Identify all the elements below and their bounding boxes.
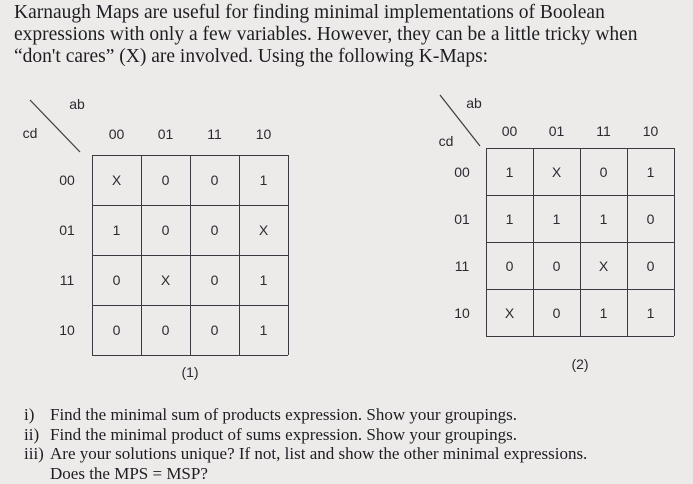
- column-label: 10: [255, 126, 272, 142]
- intro-paragraph: Karnaugh Maps are useful for finding minimal implementations of Boolean expressions with only a few variables. However, they can be a little tricky when “don't cares” (X) are involved. Using the following K-Maps:: [14, 2, 638, 67]
- kmap-caption: (2): [571, 356, 589, 372]
- kmap-gridline-vertical: [674, 148, 675, 336]
- row-label: 01: [59, 222, 75, 238]
- question-iii: iii) Are your solutions unique? If not, list and show the other minimal expressions.: [24, 444, 588, 463]
- row-variable-label: cd: [438, 133, 454, 149]
- row-label: 10: [454, 304, 470, 321]
- kmap-cell: 0: [210, 172, 219, 188]
- row-label: 01: [454, 210, 470, 227]
- kmap-cell: 0: [552, 304, 561, 321]
- kmap-cell: X: [160, 272, 171, 288]
- kmap-cell: 0: [210, 222, 219, 238]
- kmap-gridline-horizontal: [486, 242, 674, 243]
- kmap-caption: (1): [181, 364, 199, 380]
- kmap-cell: X: [598, 257, 609, 274]
- kmap-cell: 1: [505, 163, 514, 180]
- column-label: 01: [157, 126, 174, 142]
- column-label: 11: [207, 126, 222, 142]
- kmap-cell: 1: [259, 272, 268, 288]
- kmap-cell: 0: [161, 172, 170, 188]
- kmap-cell: 1: [599, 304, 608, 321]
- column-label: 10: [642, 123, 659, 139]
- row-label: 10: [59, 322, 75, 338]
- row-label: 00: [59, 172, 75, 188]
- kmap-cell: 0: [161, 322, 170, 338]
- kmap-cell: 0: [505, 257, 514, 274]
- kmap-cell: 1: [599, 210, 608, 227]
- column-label: 11: [596, 123, 611, 139]
- kmap-cell: X: [258, 222, 269, 238]
- kmap-cell: 1: [259, 172, 268, 188]
- kmap-cell: X: [504, 304, 515, 321]
- kmap-cell: X: [551, 163, 562, 180]
- kmap-gridline-vertical: [627, 148, 628, 336]
- column-label: 00: [501, 123, 518, 139]
- row-label: 11: [454, 257, 470, 274]
- column-variable-label: ab: [466, 95, 482, 111]
- question-ii: ii) Find the minimal product of sums expression. Show your groupings.: [24, 424, 518, 444]
- question-iv-partial: Does the MPS = MSP?: [50, 463, 208, 483]
- kmap-cell: 0: [552, 257, 561, 274]
- column-label: 01: [548, 123, 565, 139]
- kmap-cell: 0: [112, 272, 121, 288]
- row-label: 00: [454, 163, 470, 180]
- kmap-cell: X: [111, 172, 122, 188]
- row-label: 11: [59, 272, 75, 288]
- row-variable-label: cd: [22, 125, 38, 141]
- kmap-cell: 1: [646, 163, 655, 180]
- question-i: i) Find the minimal sum of products expression. Show your groupings.: [24, 405, 518, 424]
- kmap-cell: 0: [210, 322, 219, 338]
- kmap-gridline-horizontal: [486, 289, 674, 290]
- column-label: 00: [108, 126, 125, 142]
- kmap-cell: 0: [161, 222, 170, 238]
- kmap-cell: 1: [505, 210, 514, 227]
- kmap-cell: 0: [210, 272, 219, 288]
- kmap-cell: 1: [259, 322, 268, 338]
- kmap-cell: 0: [112, 322, 121, 338]
- kmap-cell: 0: [646, 210, 655, 227]
- kmap-cell: 1: [552, 210, 561, 227]
- kmap-cell: 0: [599, 163, 608, 180]
- kmap-gridline-horizontal: [486, 336, 674, 337]
- kmap-cell: 1: [646, 304, 655, 321]
- question-list: [24, 405, 588, 483]
- column-variable-label: ab: [69, 96, 85, 112]
- kmap-cell: 1: [112, 222, 121, 238]
- kmap-cell: 0: [646, 257, 655, 274]
